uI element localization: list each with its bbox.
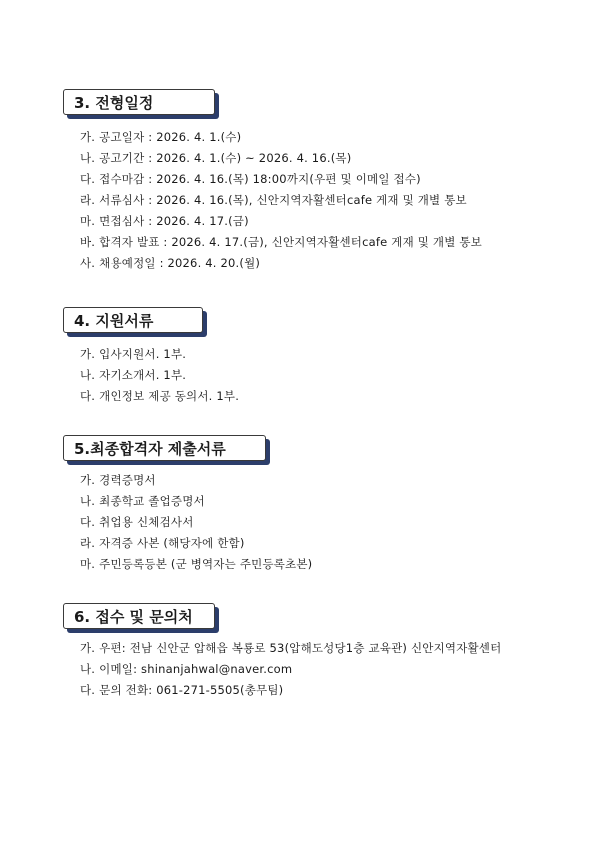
section-4-list <box>80 344 239 407</box>
list-item: 나. 공고기간 : 2026. 4. 1.(수) ~ 2026. 4. 16.(목) <box>80 151 352 165</box>
list-item: 가. 우편: 전남 신안군 압해읍 복룡로 53(압해도성당1층 교육관) 신안지역자활센터 <box>80 641 502 655</box>
list-item: 바. 합격자 발표 : 2026. 4. 17.(금), 신안지역자활센터cafe 게재 및 개별 통보 <box>80 235 482 249</box>
section-4-header <box>63 307 203 333</box>
list-item: 다. 문의 전화: 061-271-5505(총무팀) <box>80 683 284 697</box>
list-item: 가. 입사지원서. 1부. <box>80 347 187 361</box>
section-3-header <box>63 89 215 115</box>
section-5-header <box>63 435 266 461</box>
section-6-header <box>63 603 215 629</box>
list-item: 다. 접수마감 : 2026. 4. 16.(목) 18:00까지(우편 및 이메일 접수) <box>80 172 421 186</box>
list-item: 가. 공고일자 : 2026. 4. 1.(수) <box>80 130 242 144</box>
section-3-title: 3. 전형일정 <box>74 94 154 112</box>
section-6-title: 6. 접수 및 문의처 <box>74 608 193 626</box>
list-item: 마. 면접심사 : 2026. 4. 17.(금) <box>80 214 249 228</box>
list-item: 다. 취업용 신체검사서 <box>80 515 194 529</box>
list-item: 라. 서류심사 : 2026. 4. 16.(목), 신안지역자활센터cafe 게재 및 개별 통보 <box>80 193 467 207</box>
section-6-list <box>80 638 501 701</box>
list-item: 마. 주민등록등본 (군 병역자는 주민등록초본) <box>80 557 313 571</box>
list-item: 나. 자기소개서. 1부. <box>80 368 187 382</box>
section-5-list <box>80 470 312 575</box>
list-item: 라. 자격증 사본 (해당자에 한함) <box>80 536 245 550</box>
list-item: 나. 이메일: shinanjahwal@naver.com <box>80 662 293 676</box>
list-item: 나. 최종학교 졸업증명서 <box>80 494 205 508</box>
section-4-title: 4. 지원서류 <box>74 312 154 330</box>
list-item: 가. 경력증명서 <box>80 473 156 487</box>
list-item: 사. 채용예정일 : 2026. 4. 20.(월) <box>80 256 261 270</box>
section-3-list <box>80 127 482 274</box>
list-item: 다. 개인정보 제공 동의서. 1부. <box>80 389 240 403</box>
section-5-title: 5.최종합격자 제출서류 <box>74 440 226 458</box>
